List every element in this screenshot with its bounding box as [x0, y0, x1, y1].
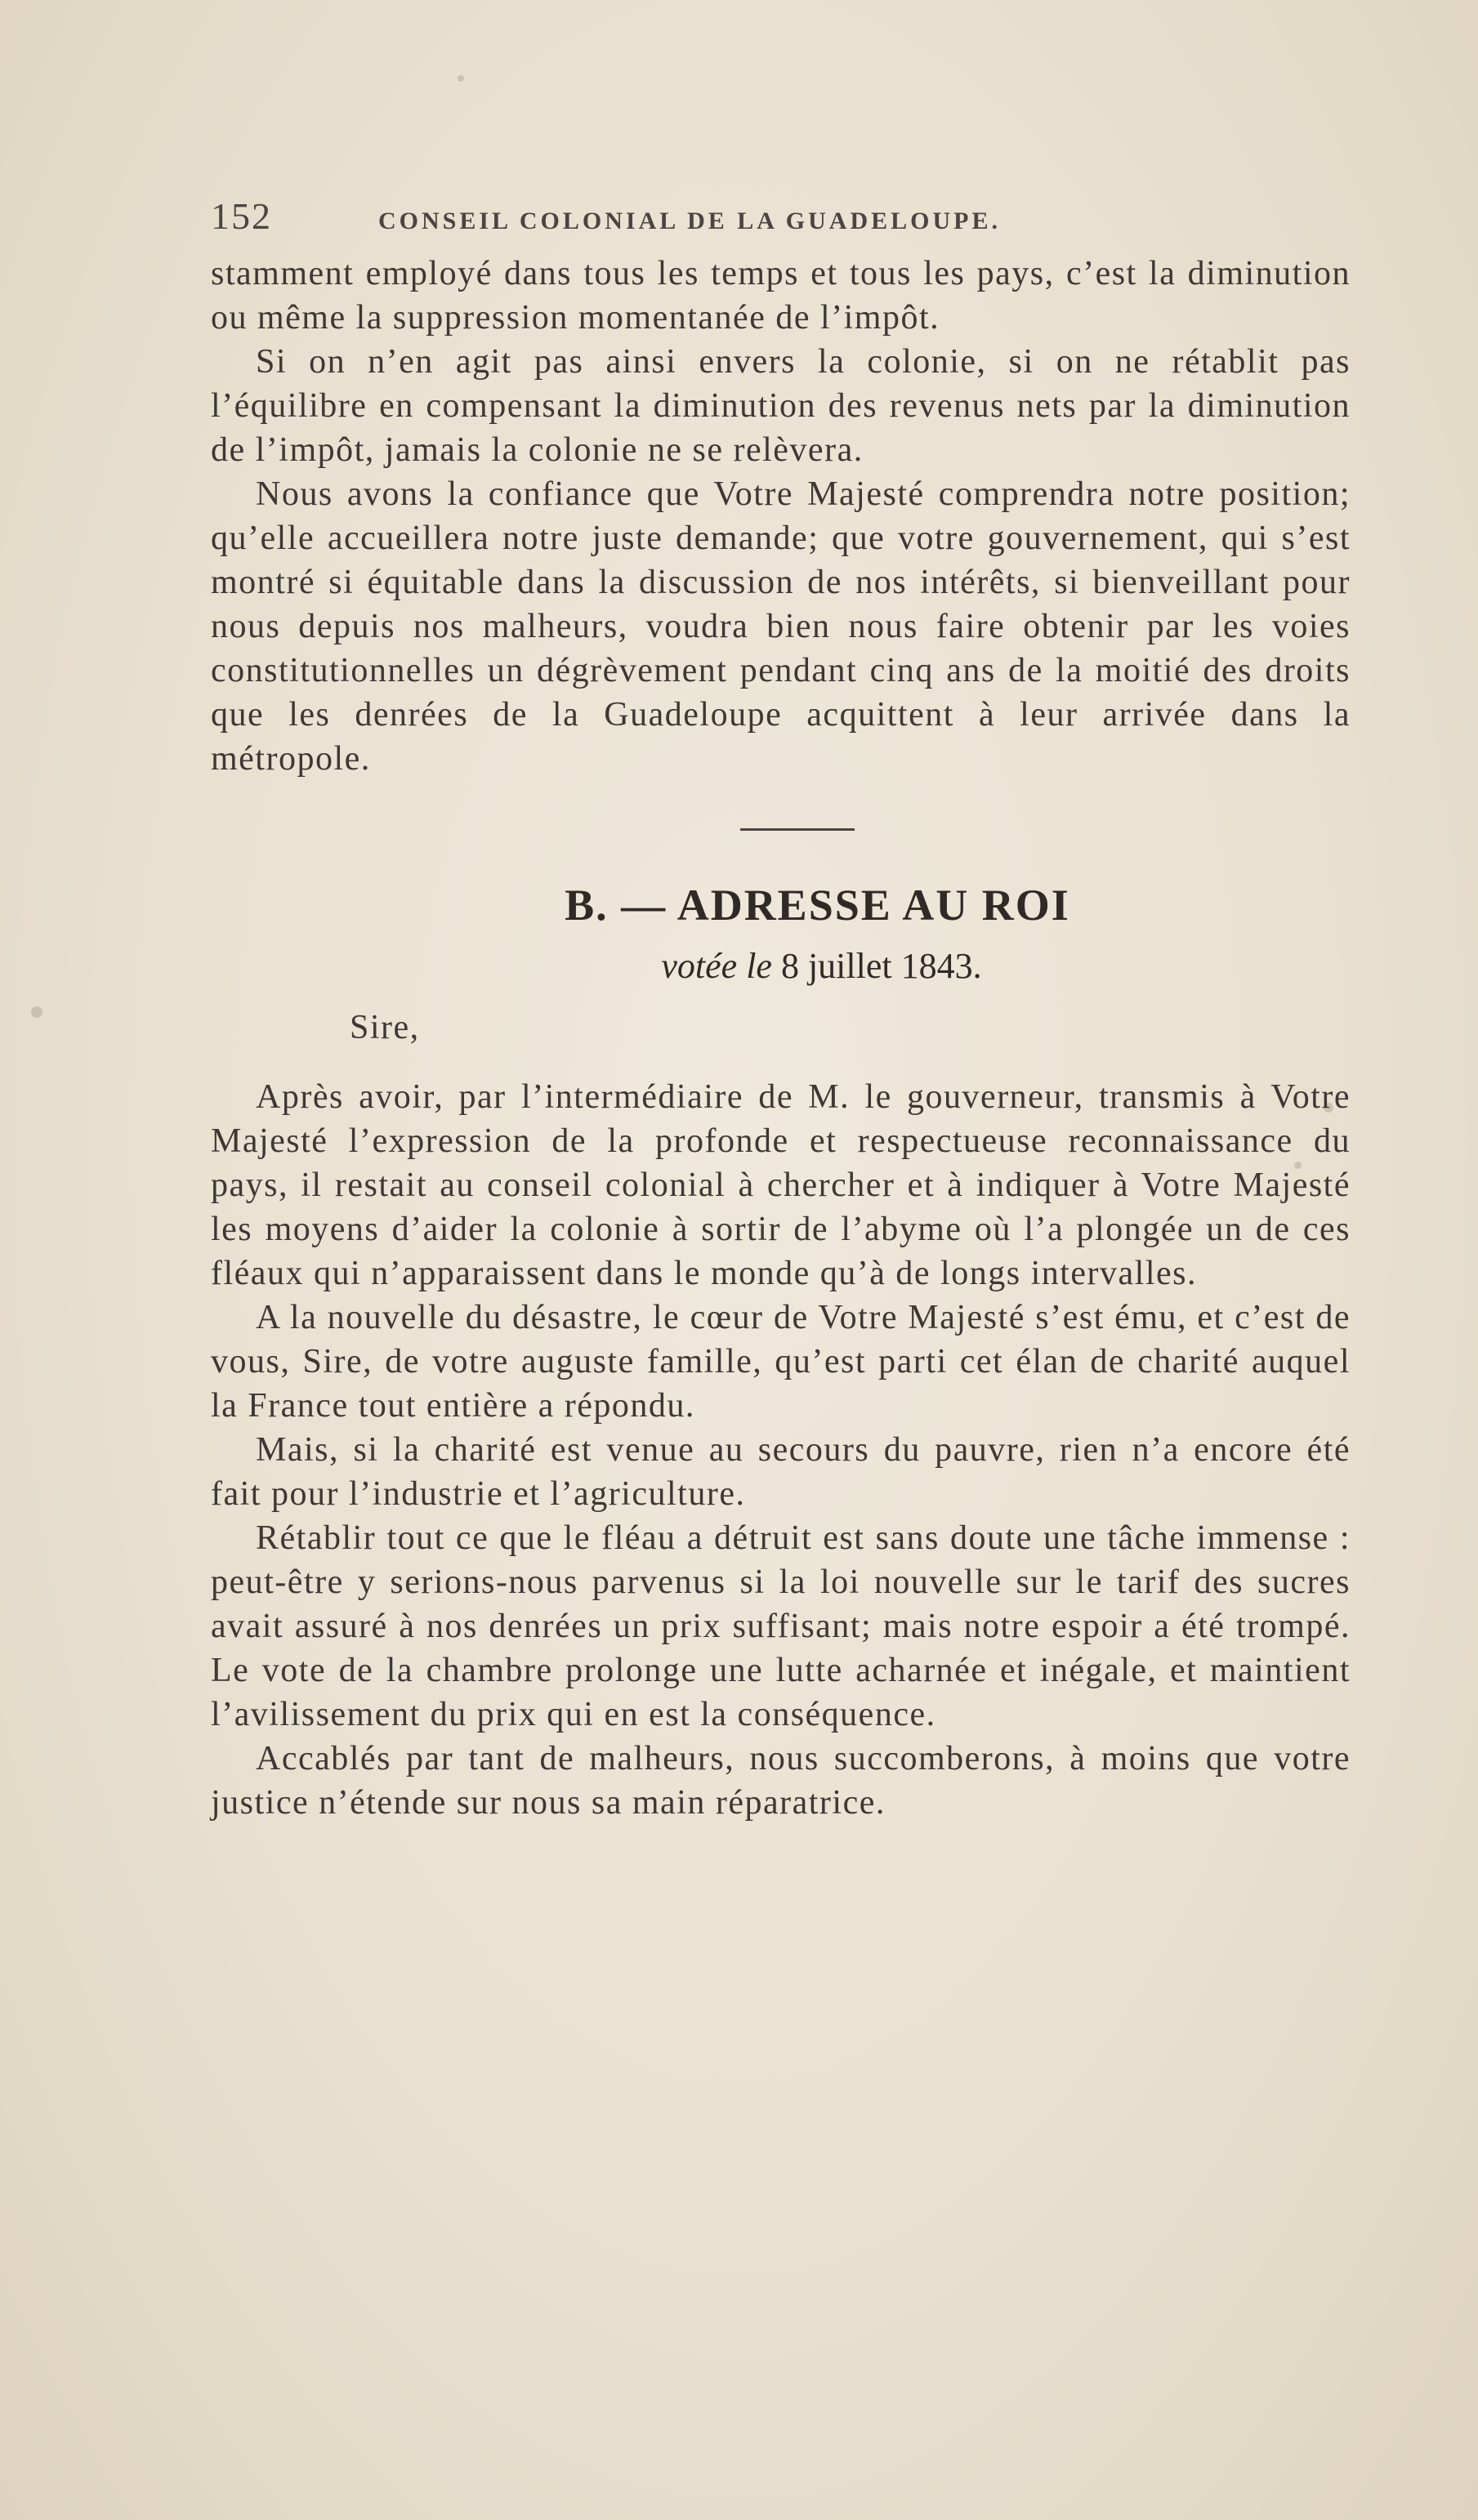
- running-title: CONSEIL COLONIAL DE LA GUADELOUPE.: [378, 207, 1001, 234]
- page-header: [211, 194, 1351, 252]
- section-title: B. — ADRESSE AU ROI: [565, 881, 1070, 930]
- paper-spot: [31, 1006, 42, 1018]
- section-subtitle: [252, 945, 1391, 987]
- paragraph: Si on n’en agit pas ainsi envers la colonie, si on ne rétablit pas l’équilibre en compensant la diminution des revenus nets par la diminution de l’impôt, jamais la colonie ne se relèvera.: [211, 343, 1351, 469]
- paragraph: Après avoir, par l’intermédiaire de M. le gouverneur, transmis à Votre Majesté l’expression de la profonde et respectueuse reconnaissance du pays, il restait au conseil colonial à chercher et à indiquer à Votre Majesté les moyens d’aider la colonie à sortir de l’abyme où l’a plongée un de ces fléaux qui n’apparaissent dans le monde qu’à de longs intervalles.: [211, 1078, 1351, 1292]
- paragraph: Mais, si la charité est venue au secours du pauvre, rien n’a encore été fait pour l’industrie et l’agriculture.: [211, 1431, 1351, 1513]
- paragraph-continued: stamment employé dans tous les temps et tous les pays, c’est la diminution ou même la suppression momentanée de l’impôt.: [211, 255, 1351, 337]
- paragraph: Nous avons la confiance que Votre Majesté comprendra notre position; qu’elle accueillera notre juste demande; que votre gouvernement, qui s’est montré si équitable dans la discussion de nos intérêts, si bienveillant pour nous depuis nos malheurs, voudra bien nous faire obtenir par les voies constitutionnelles un dégrèvement pendant cinq ans de la moitié des droits que les denrées de la Guadeloupe acquittent à leur arrivée dans la métropole.: [211, 475, 1351, 778]
- subtitle-italic: votée le: [661, 946, 772, 986]
- subtitle-date: 8 juillet 1843.: [780, 946, 982, 986]
- page-number: 152: [211, 195, 272, 237]
- paragraph: Rétablir tout ce que le fléau a détruit est sans doute une tâche immense : peut-être y serions-nous parvenus si la loi nouvelle sur le tarif des sucres avait assuré à nos denrées un prix suffisant; mais notre espoir a été trompé. Le vote de la chambre prolonge une lutte acharnée et inégale, et maintient l’avilissement du prix qui en est la conséquence.: [211, 1519, 1351, 1733]
- salutation: Sire,: [350, 1009, 420, 1046]
- paragraph: Accablés par tant de malheurs, nous succomberons, à moins que votre justice n’étende sur nous sa main réparatrice.: [211, 1740, 1351, 1822]
- paper-spot: [458, 75, 464, 82]
- paragraph: A la nouvelle du désastre, le cœur de Votre Majesté s’est ému, et c’est de vous, Sire, de votre auguste famille, qu’est parti cet élan de charité auquel la France tout entière a répondu.: [211, 1299, 1351, 1425]
- section-divider: [740, 828, 855, 831]
- book-page: [211, 194, 1351, 1825]
